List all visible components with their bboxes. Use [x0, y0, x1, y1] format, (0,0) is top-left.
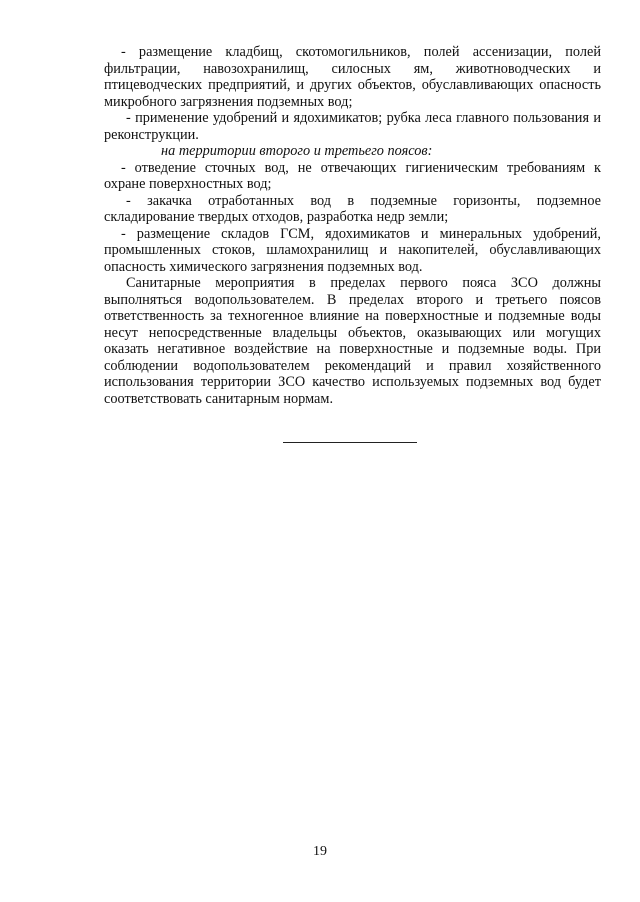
paragraph-fertilizers: - применение удобрений и ядохимикатов; рубка леса главного пользования и реконструкции. — [104, 110, 601, 143]
document-body — [104, 44, 601, 407]
paragraph-sanitary-measures: Санитарные мероприятия в пределах первого пояса ЗСО должны выполняться водопользователем. В пределах второго и третьего поясов ответственность за техногенное влияние на поверхностные и подземные воды несут непосредственные владельцы объектов, оказывающих или могущих оказать негативное воздействие на поверхностные и подземные воды. При соблюдении водопользователем рекомендаций и правил хозяйственного использования территории ЗСО качество используемых подземных вод будет соответствовать санитарным нормам. — [104, 275, 601, 407]
paragraph-cemeteries: - размещение кладбищ, скотомогильников, полей ассенизации, полей фильтрации, навозохранилищ, силосных ям, животноводческих и птицеводческих предприятий, и других объектов, обуславливающих опасность микробного загрязнения подземных вод; — [104, 44, 601, 110]
page-number: 19 — [313, 844, 327, 859]
end-divider-line — [283, 442, 417, 443]
paragraph-injection: - закачка отработанных вод в подземные горизонты, подземное складирование твердых отходов, разработка недр земли; — [104, 192, 601, 225]
paragraph-wastewater: - отведение сточных вод, не отвечающих гигиеническим требованиям к охране поверхностных вод; — [104, 159, 601, 192]
subheading-second-third-zones: на территории второго и третьего поясов: — [161, 143, 433, 159]
paragraph-storage: - размещение складов ГСМ, ядохимикатов и минеральных удобрений, промышленных стоков, шламохранилищ и накопителей, обуславливающих опасность химического загрязнения подземных вод. — [104, 225, 601, 275]
